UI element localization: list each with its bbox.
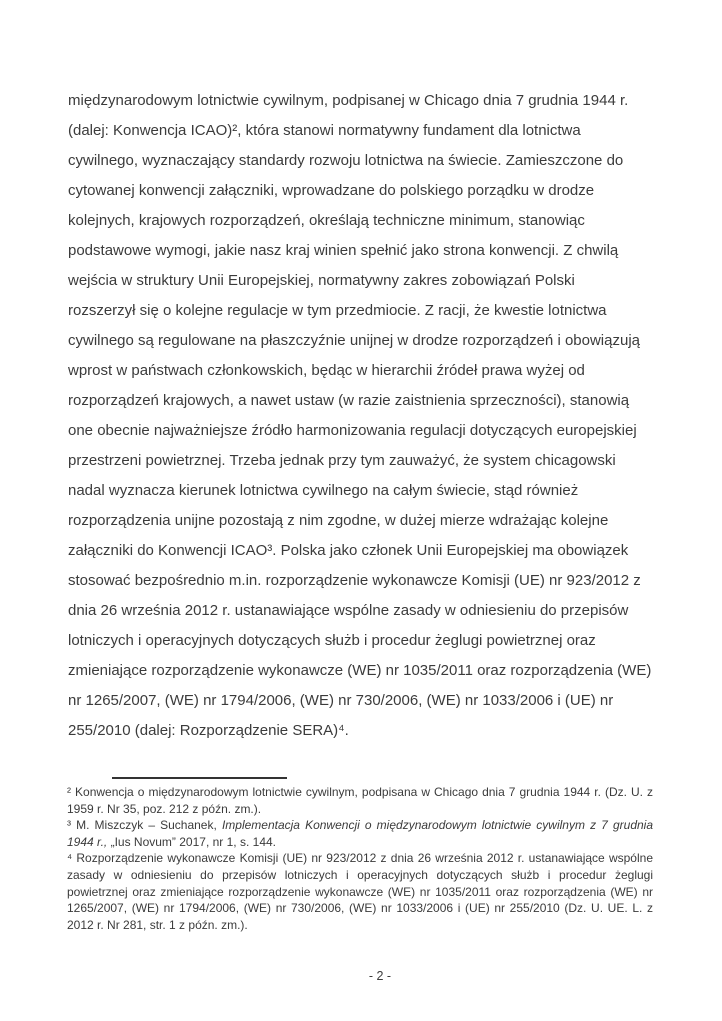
body-line: rozporządzeń krajowych, a nawet ustaw (w razie zaistnienia sprzeczności), stanowią — [68, 392, 630, 409]
body-line: podstawowe wymogi, jakie nasz kraj winien spełnić jako strona konwencji. Z chwilą — [68, 242, 619, 259]
body-line: załączniki do Konwencji ICAO³. Polska jako członek Unii Europejskiej ma obowiązek — [68, 542, 629, 559]
body-line: 255/2010 (dalej: Rozporządzenie SERA)⁴. — [68, 722, 349, 739]
footnote-separator — [112, 777, 287, 779]
body-line: przestrzeni powietrznej. Trzeba jednak przy tym zauważyć, że system chicagowski — [68, 452, 616, 469]
body-line: cytowanej konwencji załączniki, wprowadzane do polskiego porządku w drodze — [68, 182, 595, 199]
body-line: zmieniające rozporządzenie wykonawcze (WE) nr 1035/2011 oraz rozporządzenia (WE) — [68, 662, 652, 679]
body-line: nr 1265/2007, (WE) nr 1794/2006, (WE) nr 730/2006, (WE) nr 1033/2006 i (UE) nr — [68, 692, 614, 709]
body-line: rozszerzył się o kolejne regulacje w tym przedmiocie. Z racji, że kwestie lotnictwa — [68, 302, 607, 319]
body-line: nadal wyznacza kierunek lotnictwa cywilnego na całym świecie, stąd również — [68, 482, 579, 499]
body-line: wejścia w struktury Unii Europejskiej, normatywny zakres zobowiązań Polski — [68, 272, 575, 289]
body-line: (dalej: Konwencja ICAO)², która stanowi normatywny fundament dla lotnictwa — [68, 122, 581, 139]
body-line: lotniczych i operacyjnych dotyczących służb i procedur żeglugi powietrznej oraz — [68, 632, 596, 649]
footnote-3 — [67, 817, 653, 850]
page-number: - 2 - — [368, 969, 392, 983]
body-line: wprost w państwach członkowskich, będąc w hierarchii źródeł prawa wyżej od — [68, 362, 585, 379]
footnote-2: ² Konwencja o międzynarodowym lotnictwie cywilnym, podpisana w Chicago dnia 7 grudnia 1944 r. (Dz. U. z 1959 r. Nr 35, poz. 212 z późn. zm.). — [67, 785, 653, 816]
body-line: stosować bezpośrednio m.in. rozporządzenie wykonawcze Komisji (UE) nr 923/2012 z — [68, 572, 641, 589]
footnotes-section — [67, 784, 653, 933]
footnote-3-prefix: ³ M. Miszczyk – Suchanek, — [67, 818, 222, 833]
footnote-3-suffix: „Ius Novum” 2017, nr 1, s. 144. — [107, 834, 276, 849]
footnote-3-title: Implementacja Konwencji o międzynarodowym lotnictwie cywilnym z 7 grudnia 1944 r., — [67, 818, 654, 849]
body-line: międzynarodowym lotnictwie cywilnym, podpisanej w Chicago dnia 7 grudnia 1944 r. — [68, 92, 629, 109]
body-line: cywilnego, wyznaczający standardy rozwoju lotnictwa na świecie. Zamieszczone do — [68, 152, 624, 169]
body-line: rozporządzenia unijne pozostają z nim zgodne, w dużej mierze wdrażając kolejne — [68, 512, 609, 529]
body-line: kolejnych, krajowych rozporządzeń, określają techniczne minimum, stanowiąc — [68, 212, 585, 229]
body-paragraph — [68, 86, 660, 746]
body-line: one obecnie najważniejsze źródło harmonizowania regulacji dotyczących europejskiej — [68, 422, 637, 439]
body-line: cywilnego są regulowane na płaszczyźnie unijnej w drodze rozporządzeń i obowiązują — [68, 332, 640, 349]
footnote-4: ⁴ Rozporządzenie wykonawcze Komisji (UE) nr 923/2012 z dnia 26 września 2012 r. ustanawiające wspólne zasady w odniesieniu do przepisów lotniczych i operacyjnych dotyczących służb i procedur żeglugi powietrznej oraz zmieniające rozporządzenie wykonawcze (WE) nr 1035/2011 oraz rozporządzenia (WE) nr 1265/2007, (WE) nr 1794/2006, (WE) nr 730/2006, (WE) nr 1033/2006 i (UE) nr 255/2010 (Dz. U. UE. L. z 2012 r. Nr 281, str. 1 z późn. zm.). — [67, 851, 653, 932]
body-line: dnia 26 września 2012 r. ustanawiające wspólne zasady w odniesieniu do przepisów — [68, 602, 629, 619]
